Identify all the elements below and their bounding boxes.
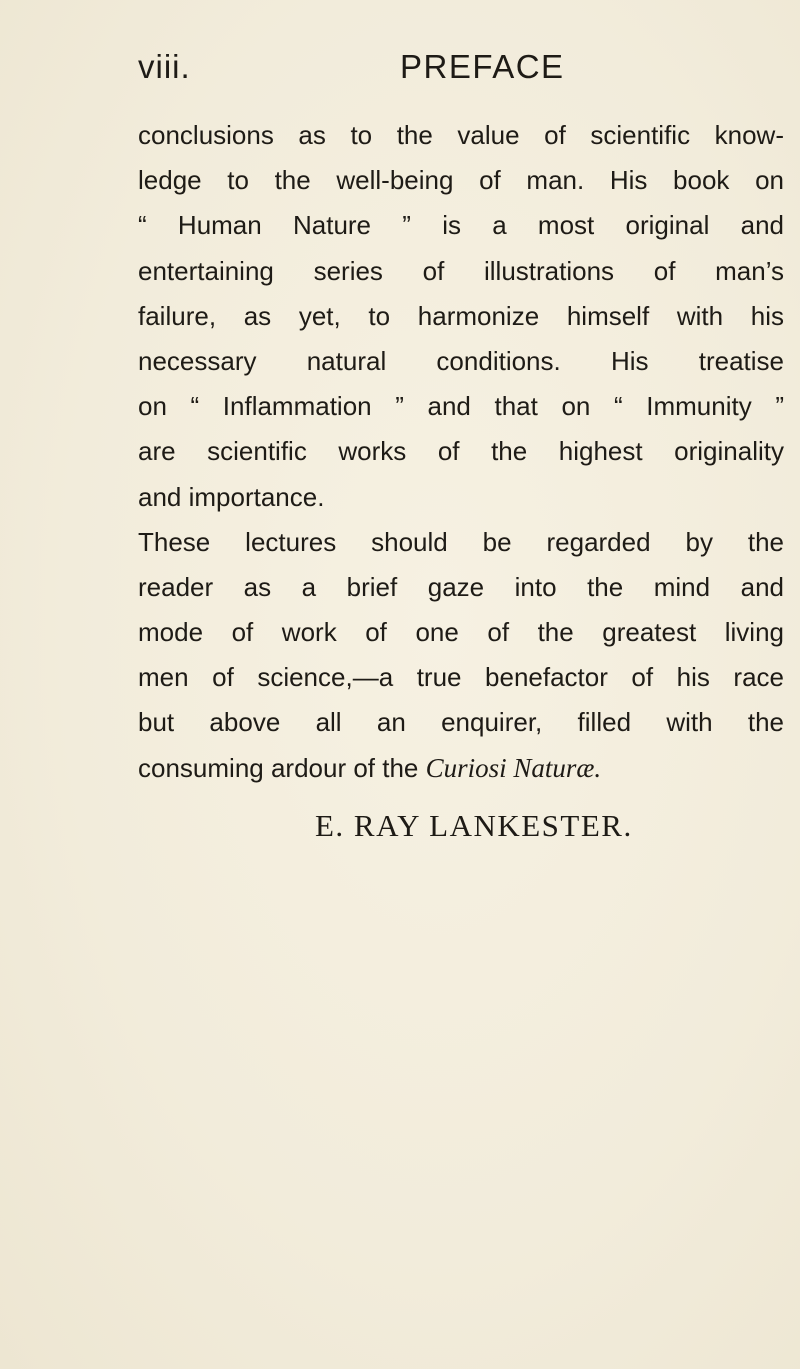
text-line: failure, as yet, to harmonize himself with his <box>138 300 784 331</box>
text-line-final <box>138 746 784 791</box>
body-text <box>138 113 784 791</box>
text-line: entertaining series of illustrations of man’s <box>138 255 784 286</box>
text-line: are scientific works of the highest originality <box>138 436 784 467</box>
running-head <box>138 48 740 98</box>
text-line-start: consuming ardour of the <box>138 752 426 783</box>
text-line: These lectures should be regarded by the <box>138 526 784 557</box>
text-line: ledge to the well-being of man. His book on <box>138 165 784 196</box>
running-title: PREFACE <box>400 48 565 85</box>
author-signature: E. RAY LANKESTER. <box>315 808 633 843</box>
text-line: “ Human Nature ” is a most original and <box>138 210 784 241</box>
text-line: reader as a brief gaze into the mind and <box>138 571 784 602</box>
text-line: on “ Inflammation ” and that on “ Immunity ” <box>138 391 784 422</box>
text-line: and importance. <box>138 481 325 512</box>
text-line: necessary natural conditions. His treatise <box>138 345 784 376</box>
text-line: but above all an enquirer, filled with the <box>138 707 784 738</box>
text-line: conclusions as to the value of scientific know- <box>138 120 784 150</box>
latin-phrase: Curiosi Naturæ. <box>425 752 602 783</box>
text-line: mode of work of one of the greatest living <box>138 617 784 648</box>
text-line: men of science,—a true benefactor of his race <box>138 662 784 693</box>
page-number: viii. <box>138 48 191 85</box>
